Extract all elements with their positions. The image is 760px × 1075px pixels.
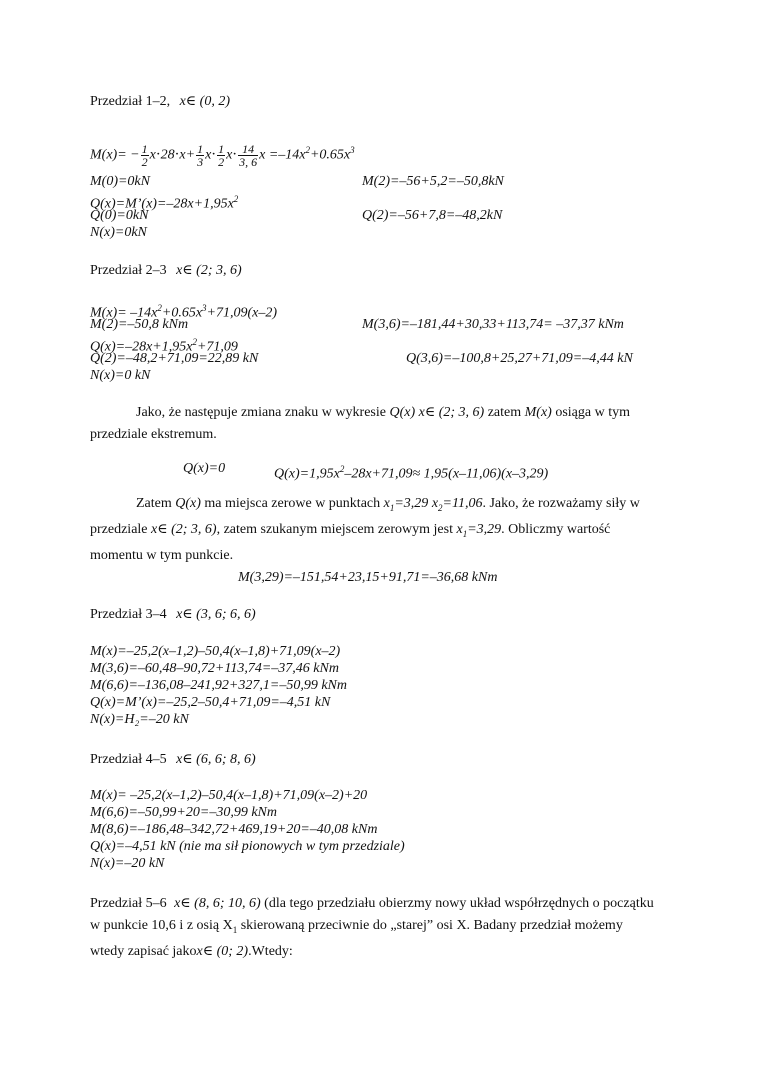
eq-part: x⋅28⋅x+ xyxy=(149,147,196,163)
frac-num: 1 xyxy=(197,141,204,156)
calc-line: N(x)=0 kN xyxy=(90,368,151,383)
equation: Q(x)=0 xyxy=(183,461,226,476)
text: ma miejsca zerowe w punktach xyxy=(200,496,384,511)
calc-line: M(0)=0kN xyxy=(90,174,150,189)
calc-line: Q(x)=M’(x)=–25,2–50,4+71,09=–4,51 kN xyxy=(90,695,331,710)
frac-den: 2 xyxy=(218,154,225,169)
subscript: 1 xyxy=(232,924,238,935)
text: Zatem xyxy=(136,496,176,511)
interval-domain: x∈ (0, 2) xyxy=(179,94,230,109)
eq-part: =3,29 xyxy=(467,521,502,537)
frac-den: 3 xyxy=(197,154,204,169)
eq-part: Q(x)=–28x+1,95x xyxy=(90,339,193,355)
subscript: 1 xyxy=(462,528,468,539)
interval-domain: x∈ (2; 3, 6) xyxy=(151,521,217,537)
eq-part: =3,29 xyxy=(394,496,432,511)
eq-part: x xyxy=(456,521,463,537)
text: . Jako, że rozważamy siły w przedziale xyxy=(90,496,640,537)
paragraph xyxy=(90,402,660,446)
subscript: 1 xyxy=(389,502,395,513)
calc-line: Q(3,6)=–100,8+25,27+71,09=–4,44 kN xyxy=(406,351,633,366)
calc-line: M(8,6)=–186,48–342,72+469,19+20=–40,08 kNm xyxy=(90,822,378,837)
moment-equation xyxy=(90,136,355,170)
calc-line: M(2)=–50,8 kNm xyxy=(90,317,189,332)
calc-line: M(3,6)=–60,48–90,72+113,74=–37,46 kNm xyxy=(90,661,339,676)
equation xyxy=(274,460,548,484)
exponent: 3 xyxy=(202,303,207,313)
eq-part: –28x+71,09≈ 1,95(x–11,06)(x–3,29) xyxy=(344,466,549,482)
section-5-paragraph xyxy=(90,893,660,963)
math-inline: Q(x) xyxy=(175,496,201,511)
paragraph xyxy=(90,493,660,567)
fraction xyxy=(141,143,149,168)
exponent: 2 xyxy=(339,464,345,474)
text: skierowaną przeciwnie do „starej” osi X. Badany przedział możemy wtedy zapisać jako xyxy=(90,918,623,959)
section-3-heading xyxy=(90,606,256,624)
frac-num: 1 xyxy=(218,141,225,156)
interval-domain: x∈ (2; 3, 6) xyxy=(176,263,242,278)
eq-part: x xyxy=(431,496,439,511)
text: (dla tego przedziału obierzmy nowy układ współrzędnych o początku w punkcie 10,6 i z osią X xyxy=(90,896,654,933)
section-heading-text: Przedział 3–4 xyxy=(90,607,167,622)
interval-domain: x∈ (0; 2) xyxy=(196,943,249,959)
eq-part: x =–14x xyxy=(259,147,306,163)
calc-line: N(x)=H₂=–20 kN xyxy=(90,712,189,727)
interval-domain: x∈ (8, 6; 10, 6) xyxy=(174,896,261,911)
text: osiąga w tym przedziale ekstremum. xyxy=(90,405,630,442)
eq-part: +71,09 xyxy=(196,339,238,355)
calc-line: N(x)=0kN xyxy=(90,225,147,240)
math-inline: Q(x) xyxy=(389,405,416,420)
text: . Obliczmy wartość momentu w tym punkcie. xyxy=(90,521,611,563)
frac-num: 1 xyxy=(141,141,148,156)
eq-part: x xyxy=(383,496,390,511)
text: zatem xyxy=(484,405,525,420)
eq-part: =11,06 xyxy=(442,496,483,511)
calc-line: M(x)=–25,2(x–1,2)–50,4(x–1,8)+71,09(x–2) xyxy=(90,644,341,659)
eq-part: M(x)= –14x xyxy=(90,305,158,321)
exponent: 3 xyxy=(350,145,355,155)
exponent: 2 xyxy=(157,303,162,313)
section-4-heading xyxy=(90,751,256,769)
eq-part: x⋅ xyxy=(226,147,238,163)
frac-num: 14 xyxy=(238,143,258,156)
eq-part: M(x)= − xyxy=(90,147,140,163)
exponent: 2 xyxy=(192,337,197,347)
section-1-heading xyxy=(90,93,230,111)
section-heading-text: Przedział 2–3 xyxy=(90,263,167,278)
frac-den: 2 xyxy=(141,154,148,169)
eq-part: +0.65x xyxy=(161,305,203,321)
section-heading-text: Przedział 1–2, xyxy=(90,94,171,109)
exponent: 2 xyxy=(233,194,239,204)
section-heading-text: Przedział 4–5 xyxy=(90,752,167,767)
frac-den: 3, 6 xyxy=(239,154,258,169)
math-inline xyxy=(384,496,483,511)
eq-part: Q(x)=M’(x)=–28x+1,95x xyxy=(90,196,234,212)
calc-line: Q(x)=–4,51 kN (nie ma sił pionowych w tym przedziale) xyxy=(90,839,405,854)
interval-domain: x∈ (3, 6; 6, 6) xyxy=(176,607,256,622)
eq-part: +0.65x xyxy=(309,147,351,163)
section-heading-text: Przedział 5–6 xyxy=(90,896,167,911)
math-inline: M(x) xyxy=(524,405,552,420)
calc-line: M(3,6)=–181,44+30,33+113,74= –37,37 kNm xyxy=(362,317,624,332)
interval-domain: x∈ (6, 6; 8, 6) xyxy=(176,752,256,767)
math-inline xyxy=(456,522,501,537)
calc-line: M(6,6)=–136,08–241,92+327,1=–50,99 kNm xyxy=(90,678,347,693)
text: .Wtedy: xyxy=(248,943,293,959)
fraction xyxy=(238,143,258,168)
calc-line: Q(2)=–56+7,8=–48,2kN xyxy=(362,208,503,223)
interval-domain: x∈ (2; 3, 6) xyxy=(418,405,485,420)
eq-part: x⋅ xyxy=(205,147,217,163)
calc-line: M(6,6)=–50,99+20=–30,99 kNm xyxy=(90,805,277,820)
calc-line: N(x)=–20 kN xyxy=(90,856,165,871)
equation: M(3,29)=–151,54+23,15+91,71=–36,68 kNm xyxy=(238,570,498,585)
calc-line: Q(0)=0kN xyxy=(90,208,149,223)
exponent: 2 xyxy=(305,145,310,155)
calc-line: M(2)=–56+5,2=–50,8kN xyxy=(362,174,504,189)
calc-line: M(x)= –25,2(x–1,2)–50,4(x–1,8)+71,09(x–2)+20 xyxy=(90,788,368,803)
calc-line: Q(2)=–48,2+71,09=22,89 kN xyxy=(90,351,259,366)
section-2-heading xyxy=(90,262,242,280)
text: , zatem szukanym miejscem zerowym jest xyxy=(216,521,457,537)
subscript: 2 xyxy=(438,502,443,513)
text: Jako, że następuje zmiana znaku w wykresie xyxy=(136,405,390,420)
eq-part: Q(x)=1,95x xyxy=(274,466,340,482)
eq-part: +71,09(x–2) xyxy=(206,305,278,321)
fraction xyxy=(196,143,204,168)
fraction xyxy=(217,143,225,168)
